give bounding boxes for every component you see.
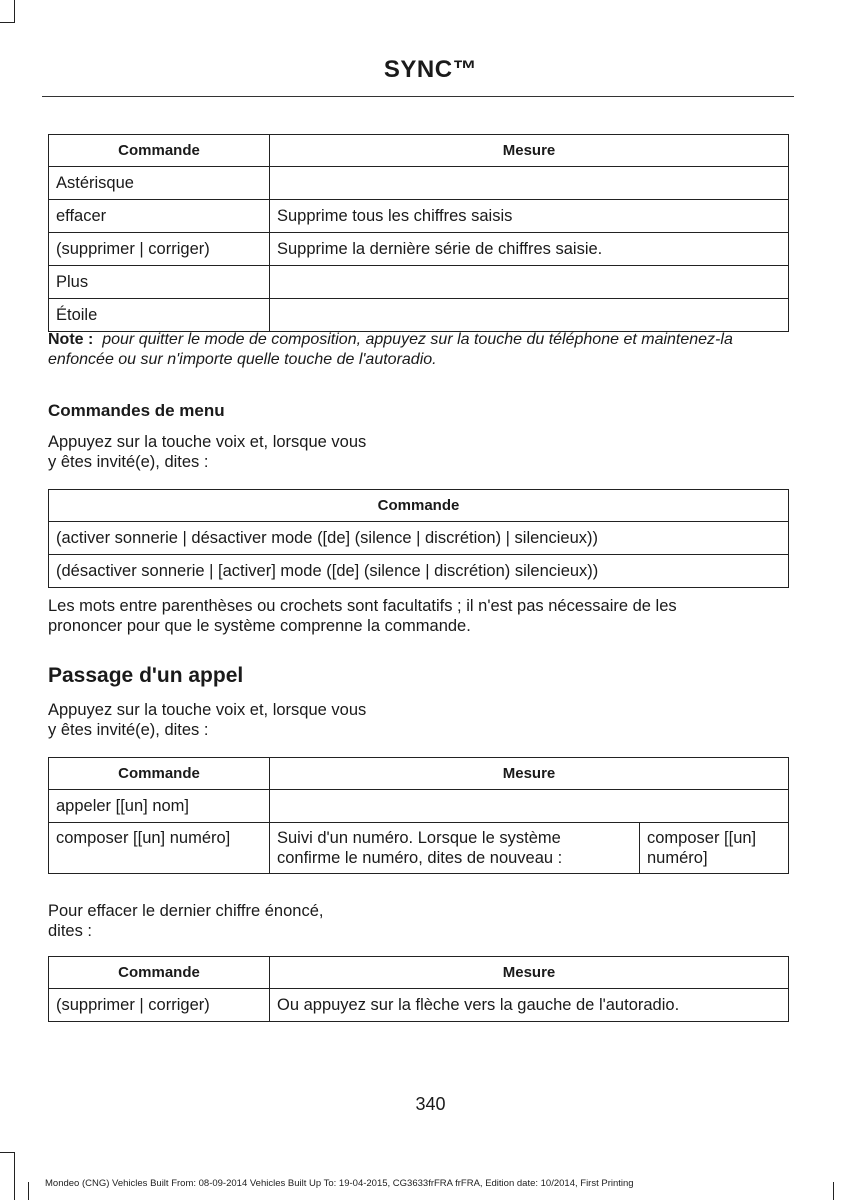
call-intro [48,700,366,740]
section-heading-menu: Commandes de menu [48,401,225,420]
footer-edition-info: Mondeo (CNG) Vehicles Built From: 08-09-2014 Vehicles Built Up To: 19-04-2015, CG3633frFRA frFRA, Edition date: 10/2014, First Printing [45,1178,634,1189]
intro-line: y êtes invité(e), dites : [48,453,209,471]
table-header-row [49,490,789,522]
table-row [49,555,789,588]
note-line: Les mots entre parenthèses ou crochets sont facultatifs ; il n'est pas nécessaire de les [48,597,677,615]
command-cell: Plus [49,266,270,299]
table-row [49,200,789,233]
instruction-line: Pour effacer le dernier chiffre énoncé, [48,902,324,920]
menu-intro [48,432,366,472]
note-paragraph [48,330,768,370]
table-row [49,299,789,332]
header-divider [42,96,794,97]
note-label: Note : [48,331,94,348]
crop-mark [14,0,15,22]
action-line: confirme le numéro, dites de nouveau : [277,849,563,867]
column-header-command: Commande [49,490,789,522]
note-line: prononcer pour que le système comprenne la commande. [48,617,471,635]
column-header-command: Commande [49,957,270,989]
table-header-row [49,758,789,790]
crop-mark [833,1182,834,1200]
intro-line: Appuyez sur la touche voix et, lorsque vous [48,433,367,451]
column-header-action: Mesure [270,957,789,989]
follow-up-line: numéro] [647,849,708,867]
column-header-action: Mesure [270,758,789,790]
column-header-command: Commande [49,135,270,167]
follow-up-line: composer [[un] [647,829,757,847]
command-cell: Astérisque [49,167,270,200]
keypad-commands-table [48,134,789,332]
menu-commands-table [48,489,789,588]
crop-mark [0,1152,15,1153]
action-line: Suivi d'un numéro. Lorsque le système [277,829,561,847]
action-cell [270,299,789,332]
follow-up-command-cell [640,823,789,874]
table-row [49,266,789,299]
section-heading-call: Passage d'un appel [48,664,244,687]
command-cell: appeler [[un] nom] [49,790,270,823]
page-title: SYNC™ [383,56,478,83]
erase-commands-table [48,956,789,1022]
table-header-row [49,135,789,167]
table-row [49,823,789,874]
action-cell: Supprime tous les chiffres saisis [270,200,789,233]
table-header-row [49,957,789,989]
command-cell: (supprimer | corriger) [49,989,270,1022]
optional-words-note [48,596,677,636]
action-cell [270,167,789,200]
crop-mark [0,22,15,23]
page-number: 340 [415,1094,446,1114]
column-header-action: Mesure [270,135,789,167]
action-cell: Ou appuyez sur la flèche vers la gauche de l'autoradio. [270,989,789,1022]
note-text: pour quitter le mode de composition, appuyez sur la touche du téléphone et maintenez-la enfoncée ou sur n'importe quelle touche de l'autoradio. [48,331,733,368]
action-cell [270,823,640,874]
table-row [49,790,789,823]
erase-instruction [48,901,323,941]
table-row [49,989,789,1022]
table-row [49,233,789,266]
command-cell: (supprimer | corriger) [49,233,270,266]
crop-mark [28,1182,29,1200]
command-cell: composer [[un] numéro] [49,823,270,874]
crop-mark [14,1152,15,1200]
call-commands-table [48,757,789,874]
intro-line: Appuyez sur la touche voix et, lorsque vous [48,701,367,719]
instruction-line: dites : [48,922,93,940]
table-row [49,522,789,555]
table-row [49,167,789,200]
command-cell: (désactiver sonnerie | [activer] mode ([de] (silence | discrétion) silencieux)) [49,555,789,588]
command-cell: effacer [49,200,270,233]
action-cell: Supprime la dernière série de chiffres saisie. [270,233,789,266]
command-cell: Étoile [49,299,270,332]
column-header-command: Commande [49,758,270,790]
command-cell: (activer sonnerie | désactiver mode ([de] (silence | discrétion) | silencieux)) [49,522,789,555]
action-cell [270,790,789,823]
action-cell [270,266,789,299]
intro-line: y êtes invité(e), dites : [48,721,209,739]
